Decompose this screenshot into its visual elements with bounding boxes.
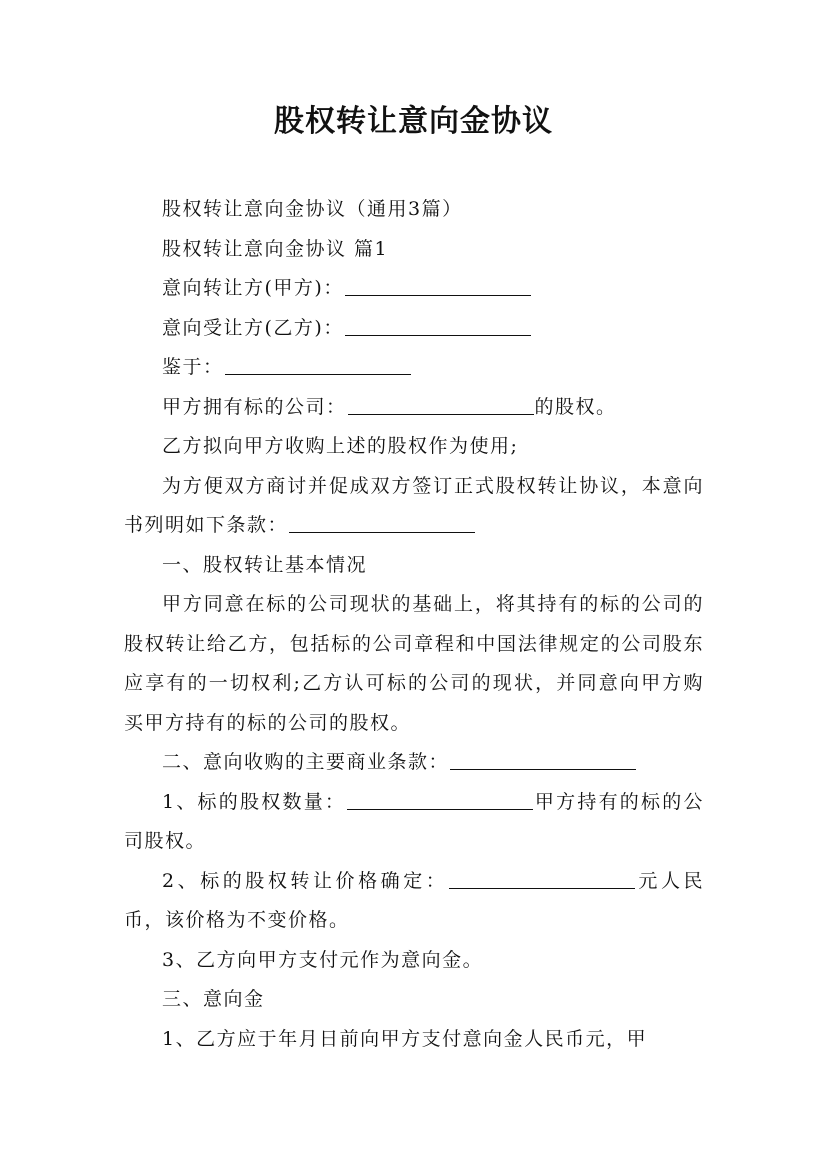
paragraph-text: 意向受让方(乙方)： xyxy=(162,316,344,339)
paragraph-text: 股权转让意向金协议（通用3篇） xyxy=(162,198,463,220)
paragraph xyxy=(124,348,704,388)
paragraph xyxy=(124,190,704,230)
paragraph-text: 甲方拥有标的公司： xyxy=(162,395,347,418)
paragraph-text: 三、意向金 xyxy=(162,988,265,1010)
paragraph-text: 2、标的股权转让价格确定： xyxy=(162,869,449,892)
paragraph-text: 意向转让方(甲方)： xyxy=(162,277,344,299)
fill-in-blank xyxy=(225,373,411,375)
paragraph xyxy=(124,230,704,270)
paragraph xyxy=(124,427,704,467)
paragraph xyxy=(124,1020,704,1060)
paragraph xyxy=(124,388,704,428)
paragraph xyxy=(124,862,704,941)
paragraph-text: 1、乙方应于年月日前向甲方支付意向金人民币元，甲 xyxy=(162,1027,648,1050)
fill-in-blank xyxy=(449,887,635,889)
paragraph-text: 鉴于： xyxy=(162,356,224,378)
document-title: 股权转让意向金协议 xyxy=(274,104,553,139)
paragraph-text-after-blank: 元人民币，该价格为不变价格。 xyxy=(124,869,704,931)
paragraph-text-after-blank: 的股权。 xyxy=(534,395,617,418)
paragraph-text: 股权转让意向金协议 篇1 xyxy=(162,237,389,260)
paragraph-text: 二、意向收购的主要商业条款： xyxy=(162,751,450,773)
fill-in-blank xyxy=(345,294,531,296)
paragraph xyxy=(124,941,704,981)
paragraph xyxy=(124,546,704,586)
paragraph xyxy=(124,743,704,783)
paragraph xyxy=(124,783,704,862)
fill-in-blank xyxy=(289,531,475,533)
paragraph-text-after-blank: 甲方持有的标的公司股权。 xyxy=(124,790,704,852)
paragraph xyxy=(124,309,704,349)
paragraph-text: 一、股权转让基本情况 xyxy=(162,553,368,576)
document-body xyxy=(124,190,704,1059)
paragraph xyxy=(124,269,704,309)
paragraph xyxy=(124,467,704,546)
fill-in-blank xyxy=(348,413,534,415)
fill-in-blank xyxy=(450,768,636,770)
paragraph-text: 乙方拟向甲方收购上述的股权作为使用; xyxy=(162,435,519,457)
fill-in-blank xyxy=(345,334,531,336)
paragraph xyxy=(124,980,704,1020)
paragraph-text: 1、标的股权数量： xyxy=(162,790,347,813)
fill-in-blank xyxy=(347,808,533,810)
paragraph-text: 3、乙方向甲方支付元作为意向金。 xyxy=(162,948,484,971)
paragraph-text: 为方便双方商讨并促成双方签订正式股权转让协议，本意向书列明如下条款： xyxy=(124,474,704,536)
paragraph-text: 甲方同意在标的公司现状的基础上，将其持有的标的公司的股权转让给乙方，包括标的公司章程和中国法律规定的公司股东应享有的一切权利;乙方认可标的公司的现状，并同意向甲方购买甲方持有的标的公司的股权。 xyxy=(124,593,704,734)
paragraph xyxy=(124,585,704,743)
